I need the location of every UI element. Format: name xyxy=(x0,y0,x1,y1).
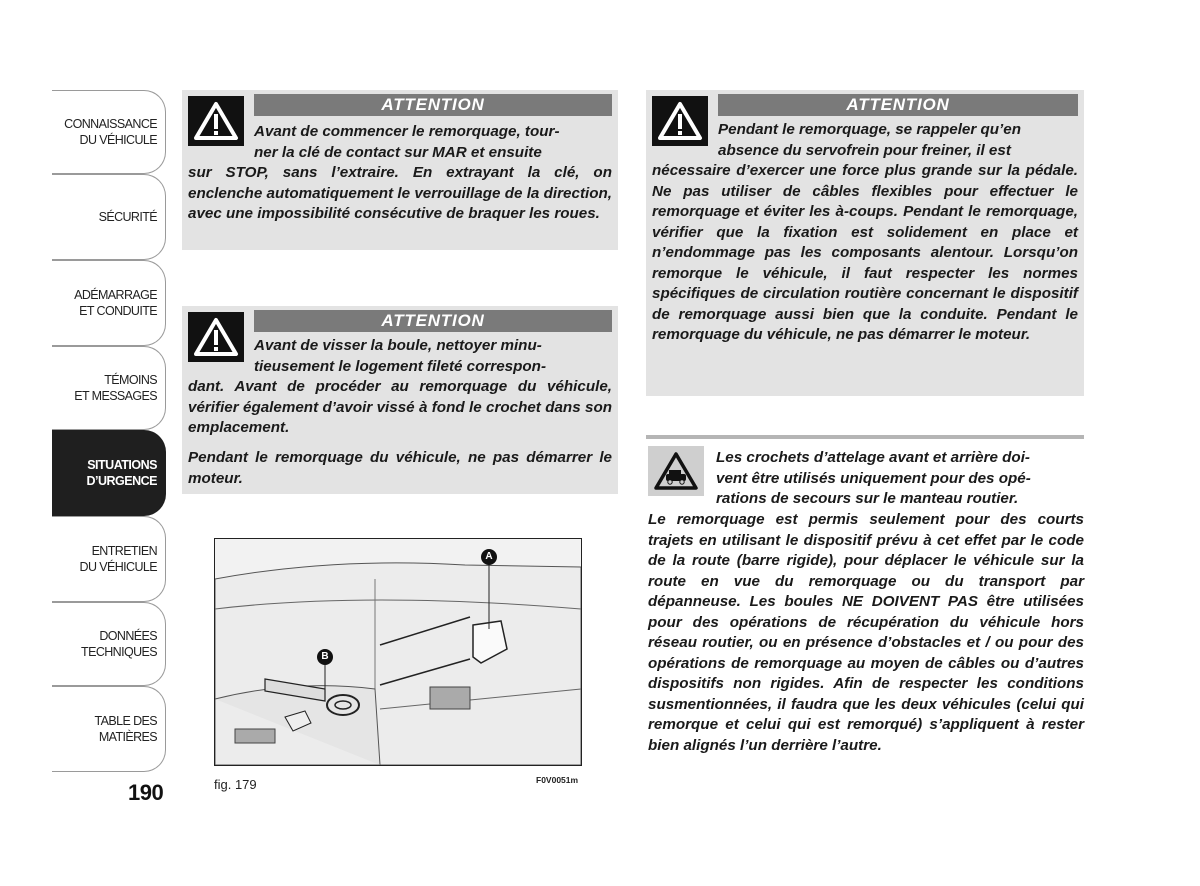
warning-text xyxy=(254,336,612,377)
warning-text xyxy=(718,120,1078,161)
warning-box-1 xyxy=(182,90,618,250)
warning-triangle-icon xyxy=(652,96,708,146)
warning-text-line: Pendant le remorquage, se rappeler qu’en xyxy=(718,121,1021,138)
tab-label: CONNAISSANCE DU VÉHICULE xyxy=(64,117,157,147)
note-line: Les crochets d’attelage avant et arrière doi- xyxy=(716,449,1030,466)
note-intro xyxy=(716,448,1084,510)
warning-text-continued: sur STOP, sans l’extraire. En extrayant la clé, on enclenche automatiquement le verrouillage de la direction, avec une impossibilité consécutive de braquer les roues. xyxy=(188,164,612,222)
figure-caption: fig. 179 xyxy=(214,777,257,792)
warning-text-line: tieusement le logement fileté correspon- xyxy=(254,357,547,375)
warning-triangle-icon xyxy=(188,312,244,362)
note-line: rations de secours sur le manteau routier. xyxy=(716,490,1019,507)
figure-code: F0V0051m xyxy=(536,775,579,785)
note-line: vent être utilisés uniquement pour des opé- xyxy=(716,469,1031,487)
warning-text-line: Avant de visser la boule, nettoyer minu- xyxy=(254,337,542,354)
tab-label: SÉCURITÉ xyxy=(98,210,157,224)
tab-demarrage-et-conduite[interactable] xyxy=(52,260,166,346)
tab-label: TÉMOINS ET MESSAGES xyxy=(74,373,157,403)
tab-donnees-techniques[interactable] xyxy=(52,602,166,686)
warning-text-line: Avant de commencer le remorquage, tour- xyxy=(254,123,560,140)
warning-text-line: ner la clé de contact sur MAR et ensuite xyxy=(254,143,542,161)
tab-situations-d-urgence[interactable] xyxy=(52,430,166,516)
warning-title: ATTENTION xyxy=(254,94,612,116)
warning-box-2 xyxy=(182,306,618,494)
warning-text-line: absence du servofrein pour freiner, il est xyxy=(718,141,1011,159)
tab-connaissance-du-vehicule[interactable] xyxy=(52,90,166,174)
figure-illustration xyxy=(214,538,582,766)
tab-label: ENTRETIEN DU VÉHICULE xyxy=(79,544,157,574)
road-sign-car-icon xyxy=(648,446,704,496)
callout-a-label: A xyxy=(485,551,493,562)
warning-triangle-icon xyxy=(188,96,244,146)
page-number: 190 xyxy=(128,780,164,805)
tab-securite[interactable] xyxy=(52,174,166,260)
tab-entretien-du-vehicule[interactable] xyxy=(52,516,166,602)
tab-table-des-matieres[interactable] xyxy=(52,686,166,772)
note-body: Le remorquage est permis seulement pour des courts trajets en utilisant le dispositif prévu à cet effet par le code de la route (barre rigide), pour déplacer le véhicule sur la route en vue du remorquage ou du transport par dépanneuse. Les boules NE DOIVENT PAS être utilisées pour des opérations de récupération du véhicule hors réseau routier, ou en présence d’obstacles et / ou pour des opérations de remorquage au moyen de câbles ou d’autres dispositifs non rigides. Afin de respecter les conditions susmentionnées, il faudra que les deux véhicules (celui qui remorque et celui qui est remorqué) s’appliquent à rester bien alignés l’un derrière l’autre. xyxy=(648,511,1084,754)
callout-b-label: B xyxy=(321,651,329,662)
tab-label: DONNÉES TECHNIQUES xyxy=(81,629,157,659)
tab-temoins-et-messages[interactable] xyxy=(52,346,166,430)
warning-title: ATTENTION xyxy=(718,94,1078,116)
tab-label: SITUATIONS D’URGENCE xyxy=(86,458,157,488)
warning-text xyxy=(254,122,612,163)
warning-box-3 xyxy=(646,90,1084,396)
tab-label: ADÉMARRAGE ET CONDUITE xyxy=(74,288,157,318)
warning-text-continued: nécessaire d’exercer une force plus grande sur la pédale. Ne pas utiliser de câbles flexibles pour effectuer le remorquage et éviter les à-coups. Pendant le remorquage, vérifier que la fixation est solidement en place et n’endommage pas les composants alentour. Lorsqu’on remorque le véhicule, il faut respecter les normes spécifiques de circulation routière concernant le dispositif de remorquage aussi bien que la conduite. Pendant le remorquage du véhicule, ne pas démarrer le moteur. xyxy=(652,162,1078,343)
section-divider xyxy=(646,435,1084,439)
tab-label: TABLE DES MATIÈRES xyxy=(94,714,157,744)
warning-text-continued: dant. Avant de procéder au remorquage du véhicule, vérifier également d’avoir vissé à fond le crochet dans son emplacement. xyxy=(188,378,612,436)
warning-title: ATTENTION xyxy=(254,310,612,332)
warning-text-extra: Pendant le remorquage du véhicule, ne pas démarrer le moteur. xyxy=(188,449,612,487)
